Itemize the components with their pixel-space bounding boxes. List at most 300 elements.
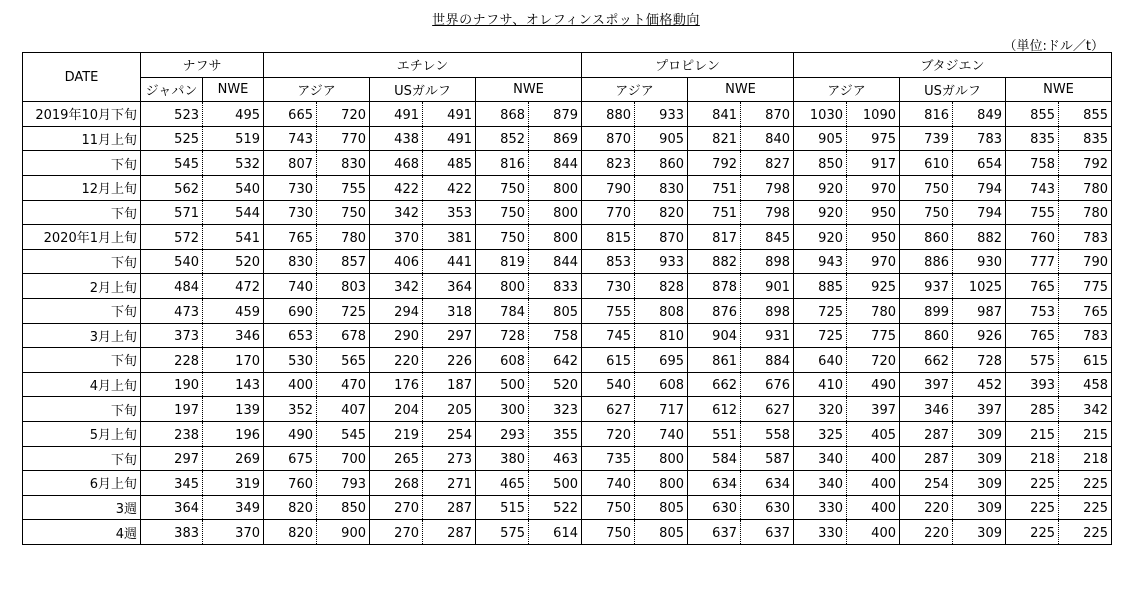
price-cell: 753 [1006,298,1059,323]
price-cell: 197 [141,397,203,422]
price-cell: 352 [264,397,317,422]
row-date: 下旬 [23,397,141,422]
price-cell: 930 [953,249,1006,274]
price-cell: 1090 [847,102,900,127]
price-cell: 780 [1059,175,1112,200]
price-cell: 803 [317,274,370,299]
price-cell: 393 [1006,372,1059,397]
price-cell: 495 [203,102,264,127]
price-cell: 876 [688,298,741,323]
price-cell: 551 [688,421,741,446]
price-cell: 520 [203,249,264,274]
row-date: 下旬 [23,298,141,323]
price-cell: 342 [370,274,423,299]
price-cell: 225 [1006,471,1059,496]
header-ethylene: エチレン [264,53,582,78]
price-cell: 491 [423,126,476,151]
price-cell: 340 [794,446,847,471]
price-cell: 830 [264,249,317,274]
price-cell: 545 [141,151,203,176]
price-cell: 720 [582,421,635,446]
price-cell: 530 [264,348,317,373]
table-row [23,471,1112,496]
price-cell: 805 [635,495,688,520]
price-cell: 868 [476,102,529,127]
price-cell: 780 [317,225,370,250]
price-cell: 678 [317,323,370,348]
price-cell: 370 [370,225,423,250]
price-cell: 884 [741,348,794,373]
price-cell: 970 [847,175,900,200]
price-cell: 319 [203,471,264,496]
price-cell: 225 [1006,495,1059,520]
price-cell: 342 [1059,397,1112,422]
price-cell: 381 [423,225,476,250]
price-cell: 857 [317,249,370,274]
price-cell: 218 [1006,446,1059,471]
price-cell: 841 [688,102,741,127]
price-cell: 380 [476,446,529,471]
price-cell: 441 [423,249,476,274]
price-cell: 340 [794,471,847,496]
price-cell: 309 [953,421,1006,446]
price-cell: 835 [1059,126,1112,151]
price-cell: 745 [582,323,635,348]
price-cell: 458 [1059,372,1112,397]
price-cell: 792 [1059,151,1112,176]
table-row [23,372,1112,397]
price-cell: 215 [1059,421,1112,446]
row-date: 4週 [23,520,141,545]
price-cell: 500 [476,372,529,397]
price-cell: 473 [141,298,203,323]
price-cell: 933 [635,249,688,274]
price-cell: 770 [582,200,635,225]
price-cell: 522 [529,495,582,520]
price-cell: 459 [203,298,264,323]
price-cell: 755 [317,175,370,200]
price-cell: 819 [476,249,529,274]
price-cell: 355 [529,421,582,446]
price-cell: 750 [317,200,370,225]
price-cell: 565 [317,348,370,373]
price-cell: 540 [141,249,203,274]
price-cell: 353 [423,200,476,225]
price-cell: 627 [741,397,794,422]
price-cell: 438 [370,126,423,151]
price-cell: 760 [1006,225,1059,250]
price-cell: 176 [370,372,423,397]
table-row [23,446,1112,471]
header-butadiene: ブタジエン [794,53,1112,78]
price-cell: 297 [423,323,476,348]
price-cell: 805 [529,298,582,323]
price-cell: 844 [529,151,582,176]
price-cell: 920 [794,200,847,225]
price-cell: 758 [1006,151,1059,176]
price-cell: 406 [370,249,423,274]
row-date: 下旬 [23,200,141,225]
price-cell: 608 [635,372,688,397]
price-cell: 898 [741,249,794,274]
price-cell: 850 [794,151,847,176]
price-cell: 765 [1006,274,1059,299]
price-cell: 485 [423,151,476,176]
row-date: 3月上旬 [23,323,141,348]
table-row [23,421,1112,446]
price-cell: 196 [203,421,264,446]
price-cell: 637 [688,520,741,545]
price-cell: 885 [794,274,847,299]
price-cell: 345 [141,471,203,496]
price-cell: 853 [582,249,635,274]
price-cell: 608 [476,348,529,373]
price-cell: 765 [1006,323,1059,348]
price-cell: 882 [688,249,741,274]
price-cell: 750 [582,495,635,520]
price-cell: 917 [847,151,900,176]
price-cell: 740 [264,274,317,299]
price-cell: 725 [794,323,847,348]
price-cell: 270 [370,495,423,520]
price-cell: 869 [529,126,582,151]
row-date: 4月上旬 [23,372,141,397]
price-cell: 491 [423,102,476,127]
price-cell: 269 [203,446,264,471]
price-cell: 370 [203,520,264,545]
price-cell: 690 [264,298,317,323]
price-cell: 472 [203,274,264,299]
price-cell: 830 [635,175,688,200]
price-cell: 364 [423,274,476,299]
price-cell: 187 [423,372,476,397]
price-cell: 491 [370,102,423,127]
header-row-regions [23,77,1112,102]
price-cell: 783 [1059,323,1112,348]
price-cell: 662 [900,348,953,373]
row-date: 下旬 [23,151,141,176]
price-cell: 610 [900,151,953,176]
table-row [23,323,1112,348]
price-cell: 309 [953,446,1006,471]
row-date: 2019年10月下旬 [23,102,141,127]
row-date: 11月上旬 [23,126,141,151]
price-cell: 287 [423,520,476,545]
price-cell: 805 [635,520,688,545]
table-row [23,225,1112,250]
price-cell: 271 [423,471,476,496]
price-cell: 575 [1006,348,1059,373]
price-cell: 665 [264,102,317,127]
price-cell: 614 [529,520,582,545]
price-cell: 364 [141,495,203,520]
price-cell: 740 [582,471,635,496]
price-cell: 920 [794,225,847,250]
price-cell: 798 [741,200,794,225]
price-cell: 882 [953,225,1006,250]
header-naphtha-nwe: NWE [203,77,264,102]
price-cell: 728 [953,348,1006,373]
unit-label: （単位:ドル／t） [1003,39,1104,54]
price-cell: 750 [900,200,953,225]
price-cell: 422 [423,175,476,200]
price-cell: 270 [370,520,423,545]
price-cell: 309 [953,495,1006,520]
price-cell: 400 [264,372,317,397]
price-cell: 844 [529,249,582,274]
price-cell: 751 [688,175,741,200]
table-row [23,175,1112,200]
price-cell: 330 [794,520,847,545]
price-cell: 783 [953,126,1006,151]
row-date: 5月上旬 [23,421,141,446]
price-cell: 800 [529,225,582,250]
price-cell: 700 [317,446,370,471]
price-cell: 784 [476,298,529,323]
price-cell: 1030 [794,102,847,127]
header-butadiene-usgulf: USガルフ [900,77,1006,102]
price-cell: 905 [794,126,847,151]
price-cell: 642 [529,348,582,373]
price-cell: 190 [141,372,203,397]
price-cell: 630 [688,495,741,520]
price-cell: 816 [900,102,953,127]
price-cell: 855 [1006,102,1059,127]
price-cell: 730 [264,175,317,200]
price-cell: 383 [141,520,203,545]
price-cell: 265 [370,446,423,471]
price-cell: 943 [794,249,847,274]
price-cell: 220 [900,495,953,520]
price-cell: 318 [423,298,476,323]
price-cell: 541 [203,225,264,250]
price-cell: 254 [900,471,953,496]
price-cell: 970 [847,249,900,274]
price-cell: 760 [264,471,317,496]
price-cell: 653 [264,323,317,348]
header-butadiene-nwe: NWE [1006,77,1112,102]
table-row [23,126,1112,151]
price-cell: 400 [847,471,900,496]
price-cell: 220 [370,348,423,373]
price-cell: 852 [476,126,529,151]
price-cell: 777 [1006,249,1059,274]
price-cell: 815 [582,225,635,250]
price-cell: 861 [688,348,741,373]
price-cell: 285 [1006,397,1059,422]
price-cell: 765 [1059,298,1112,323]
price-cell: 325 [794,421,847,446]
price-cell: 238 [141,421,203,446]
row-date: 3週 [23,495,141,520]
header-ethylene-usgulf: USガルフ [370,77,476,102]
price-cell: 1025 [953,274,1006,299]
price-cell: 833 [529,274,582,299]
price-cell: 397 [847,397,900,422]
row-date: 2020年1月上旬 [23,225,141,250]
price-cell: 400 [847,520,900,545]
price-cell: 676 [741,372,794,397]
price-table [22,52,1112,545]
price-cell: 627 [582,397,635,422]
row-date: 下旬 [23,348,141,373]
price-cell: 225 [1006,520,1059,545]
row-date: 12月上旬 [23,175,141,200]
price-cell: 926 [953,323,1006,348]
price-cell: 775 [1059,274,1112,299]
price-cell: 300 [476,397,529,422]
price-cell: 215 [1006,421,1059,446]
header-row-groups [23,53,1112,78]
price-cell: 717 [635,397,688,422]
price-cell: 835 [1006,126,1059,151]
price-cell: 562 [141,175,203,200]
price-cell: 750 [476,225,529,250]
table-row [23,520,1112,545]
price-cell: 830 [317,151,370,176]
price-cell: 900 [317,520,370,545]
price-cell: 720 [847,348,900,373]
price-cell: 725 [317,298,370,323]
table-row [23,200,1112,225]
price-cell: 584 [688,446,741,471]
price-cell: 615 [582,348,635,373]
price-cell: 790 [582,175,635,200]
price-cell: 743 [264,126,317,151]
price-cell: 755 [1006,200,1059,225]
price-cell: 820 [264,495,317,520]
price-cell: 218 [1059,446,1112,471]
header-ethylene-nwe: NWE [476,77,582,102]
price-cell: 572 [141,225,203,250]
price-cell: 870 [635,225,688,250]
price-cell: 898 [741,298,794,323]
price-cell: 523 [141,102,203,127]
price-cell: 725 [794,298,847,323]
price-cell: 400 [847,446,900,471]
price-cell: 870 [582,126,635,151]
price-cell: 463 [529,446,582,471]
price-cell: 849 [953,102,1006,127]
header-ethylene-asia: アジア [264,77,370,102]
price-cell: 675 [264,446,317,471]
header-naphtha-japan: ジャパン [141,77,203,102]
price-cell: 662 [688,372,741,397]
price-cell: 933 [635,102,688,127]
price-cell: 410 [794,372,847,397]
price-cell: 228 [141,348,203,373]
price-cell: 820 [264,520,317,545]
price-cell: 170 [203,348,264,373]
price-cell: 226 [423,348,476,373]
price-cell: 783 [1059,225,1112,250]
price-cell: 309 [953,471,1006,496]
price-cell: 484 [141,274,203,299]
price-cell: 309 [953,520,1006,545]
price-cell: 571 [141,200,203,225]
price-cell: 220 [900,520,953,545]
header-propylene: プロピレン [582,53,794,78]
price-cell: 735 [582,446,635,471]
price-cell: 468 [370,151,423,176]
page-title: 世界のナフサ、オレフィンスポット価格動向 [432,13,700,28]
price-cell: 820 [635,200,688,225]
price-cell: 793 [317,471,370,496]
price-cell: 740 [635,421,688,446]
price-cell: 798 [741,175,794,200]
price-cell: 821 [688,126,741,151]
row-date: 下旬 [23,446,141,471]
price-cell: 452 [953,372,1006,397]
price-cell: 405 [847,421,900,446]
price-cell: 400 [847,495,900,520]
price-cell: 905 [635,126,688,151]
price-cell: 349 [203,495,264,520]
price-cell: 728 [476,323,529,348]
price-cell: 810 [635,323,688,348]
price-cell: 323 [529,397,582,422]
price-cell: 925 [847,274,900,299]
price-cell: 407 [317,397,370,422]
price-cell: 823 [582,151,635,176]
price-cell: 800 [529,200,582,225]
price-cell: 346 [203,323,264,348]
price-cell: 730 [264,200,317,225]
price-cell: 470 [317,372,370,397]
header-naphtha: ナフサ [141,53,264,78]
price-cell: 575 [476,520,529,545]
price-cell: 860 [635,151,688,176]
row-date: 6月上旬 [23,471,141,496]
table-row [23,102,1112,127]
price-cell: 780 [847,298,900,323]
price-cell: 899 [900,298,953,323]
price-cell: 287 [900,421,953,446]
price-cell: 904 [688,323,741,348]
price-cell: 630 [741,495,794,520]
price-cell: 520 [529,372,582,397]
price-cell: 490 [847,372,900,397]
price-cell: 792 [688,151,741,176]
table-row [23,397,1112,422]
price-cell: 775 [847,323,900,348]
price-cell: 931 [741,323,794,348]
price-cell: 342 [370,200,423,225]
price-cell: 519 [203,126,264,151]
price-cell: 490 [264,421,317,446]
price-cell: 720 [317,102,370,127]
table-row [23,348,1112,373]
price-cell: 827 [741,151,794,176]
header-date: DATE [23,53,141,102]
table-row [23,249,1112,274]
price-cell: 800 [476,274,529,299]
price-cell: 268 [370,471,423,496]
price-cell: 860 [900,323,953,348]
table-row [23,151,1112,176]
table-row [23,298,1112,323]
price-cell: 750 [476,175,529,200]
price-cell: 273 [423,446,476,471]
header-butadiene-asia: アジア [794,77,900,102]
price-cell: 807 [264,151,317,176]
price-cell: 558 [741,421,794,446]
price-cell: 293 [476,421,529,446]
price-cell: 290 [370,323,423,348]
price-cell: 879 [529,102,582,127]
price-cell: 544 [203,200,264,225]
price-cell: 880 [582,102,635,127]
